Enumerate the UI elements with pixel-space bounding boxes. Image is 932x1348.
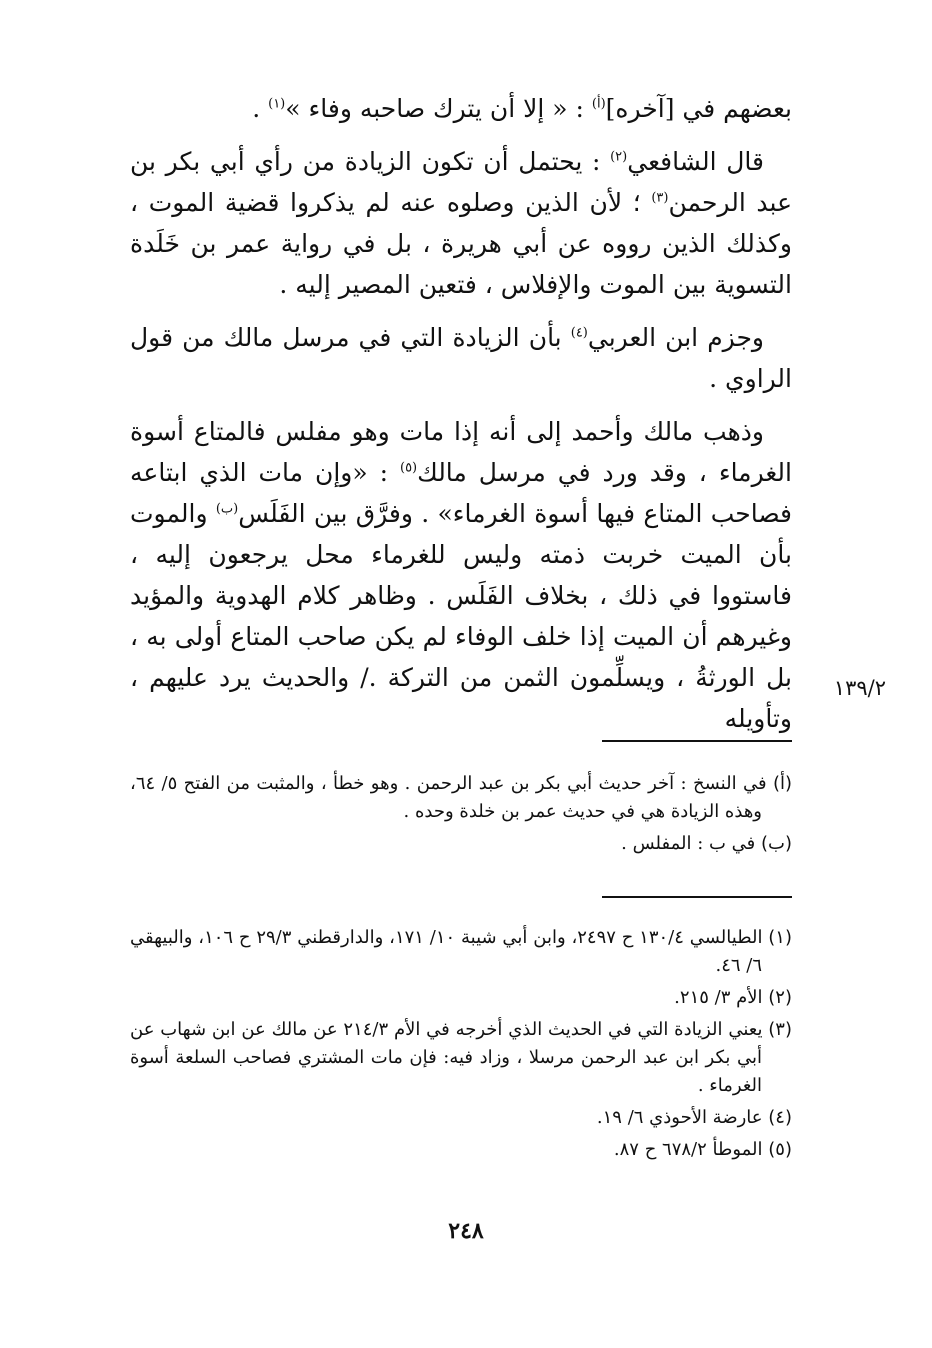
body-paragraph bbox=[130, 88, 792, 129]
footnote-text: يعني الزيادة التي في الحديث الذي أخرجه في الأم ٢١٤/٣ عن مالك عن ابن شهاب عن أبي بكر ابن عبد الرحمن مرسلا ، وزاد فيه: فإن مات المشتري فصاحب السلعة أسوة الغرماء . bbox=[130, 1019, 763, 1096]
footnote-text: عارضة الأحوذي ٦/ ١٩. bbox=[596, 1107, 763, 1128]
text-run: وجزم ابن العربي bbox=[587, 323, 764, 352]
text-run: قال الشافعي bbox=[627, 147, 764, 176]
page-number: ٢٤٨ bbox=[448, 1218, 484, 1244]
text-run: ؛ لأن الذين وصلوه عنه لم يذكروا قضية الموت ، وكذلك الذين رووه عن أبي هريرة ، بل في رواية عمر بن خَلَدة التسوية بين الموت والإفلاس ، فتعين المصير إليه . bbox=[130, 188, 792, 299]
footnote-marker: (١) bbox=[268, 96, 286, 112]
apparatus-note-text: في النسخ : آخر حديث أبي بكر بن عبد الرحمن . وهو خطأ ، والمثبت من الفتح ٥/ ٦٤، وهذه الزيادة هي في حديث عمر بن خلدة وحده . bbox=[130, 773, 767, 822]
footnote-marker: (٣) bbox=[651, 190, 669, 206]
footnote bbox=[130, 1016, 792, 1100]
apparatus-note bbox=[130, 830, 792, 858]
apparatus-note-label: (أ) bbox=[772, 773, 792, 794]
apparatus-note bbox=[130, 770, 792, 826]
text-run: : يحتمل أن تكون الزيادة من رأي أبي بكر بن عبد الرحمن bbox=[130, 147, 792, 217]
text-run: وذهب مالك وأحمد إلى أنه إذا مات وهو مفلس فالمتاع أسوة الغرماء ، وقد ورد في مرسل مالك bbox=[130, 417, 792, 487]
apparatus-note-text: في ب : المفلس . bbox=[621, 833, 756, 854]
text-run: بعضهم في [آخره] bbox=[605, 94, 792, 123]
footnote-label: (٣) bbox=[768, 1019, 792, 1040]
footnote-label: (٥) bbox=[768, 1139, 792, 1160]
body-paragraph bbox=[130, 317, 792, 399]
apparatus-divider bbox=[602, 740, 792, 742]
text-run: بأن الزيادة التي في مرسل مالك من قول الراوي . bbox=[130, 323, 792, 393]
apparatus-note-label: (ب) bbox=[761, 833, 792, 854]
footnote-label: (١) bbox=[768, 927, 792, 948]
apparatus-notes bbox=[130, 770, 792, 862]
manuscript-folio-marker: ١٣٩/٢ bbox=[833, 676, 886, 700]
footnote-text: الأم ٣/ ٢١٥. bbox=[674, 987, 763, 1008]
footnote-marker: (أ) bbox=[591, 96, 606, 112]
text-run: : « إلا أن يترك صاحبه وفاء » bbox=[285, 94, 592, 123]
body-paragraph bbox=[130, 141, 792, 305]
footnotes-divider bbox=[602, 896, 792, 898]
footnote-marker: (٥) bbox=[399, 460, 418, 476]
main-text bbox=[130, 88, 792, 751]
footnote-text: الطيالسي ١٣٠/٤ ح ٢٤٩٧، وابن أبي شيبة ١٠/ ١٧١، والدارقطني ٢٩/٣ ح ١٠٦، والبيهقي ٦/ ٤٦. bbox=[130, 927, 763, 976]
text-run: : «وإن مات الذي ابتاعه فصاحب المتاع فيها أسوة الغرماء» . وفرَّق بين الفَلَس bbox=[130, 458, 792, 528]
footnote bbox=[130, 1104, 792, 1132]
body-paragraph bbox=[130, 411, 792, 739]
footnote-marker: (٤) bbox=[570, 325, 588, 341]
text-run: والموت بأن الميت خربت ذمته وليس للغرماء محل يرجعون إليه ، فاستووا في ذلك ، بخلاف الفَلَس . وظاهر كلام الهدوية والمؤيد وغيرهم أن الميت إذا خلف الوفاء لم يكن صاحب المتاع أولى به ، بل الورثةُ ، ويسلِّمون الثمن من التركة ./ والحديث يرد عليهم ، وتأويله bbox=[130, 499, 792, 733]
footnote bbox=[130, 984, 792, 1012]
footnotes bbox=[130, 924, 792, 1168]
footnote-label: (٤) bbox=[768, 1107, 792, 1128]
footnote-label: (٢) bbox=[768, 987, 792, 1008]
footnote-marker: (٢) bbox=[610, 149, 628, 165]
footnote-text: الموطأ ٦٧٨/٢ ح ٨٧. bbox=[613, 1139, 763, 1160]
footnote-marker: (ب) bbox=[215, 501, 239, 517]
text-run: . bbox=[252, 94, 269, 123]
footnote bbox=[130, 924, 792, 980]
footnote bbox=[130, 1136, 792, 1164]
